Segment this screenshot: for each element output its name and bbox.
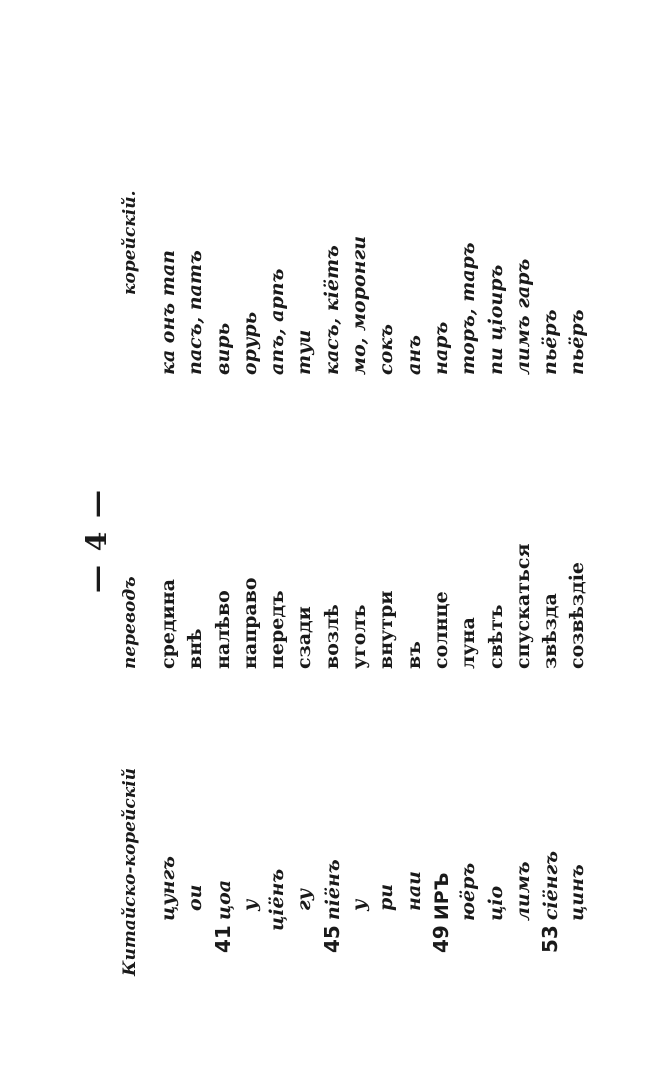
table-row <box>155 0 182 1081</box>
korean-word: пьёръ <box>566 309 589 375</box>
chinese-korean-word: сiёнгъ <box>540 850 563 921</box>
translation-word: созвѣздiе <box>566 561 589 669</box>
chinese-korean-word: цунгъ <box>157 856 179 921</box>
chinese-korean-word: у <box>238 899 261 911</box>
korean-word: туи <box>293 329 316 375</box>
chinese-korean-word: ои <box>184 884 207 911</box>
korean-word: пи цiоиръ <box>484 264 507 375</box>
chinese-korean-word: цiёнъ <box>266 868 289 931</box>
chinese-korean-entry <box>537 851 565 953</box>
table-row <box>455 0 482 1081</box>
entry-number: 53 <box>538 925 563 953</box>
chinese-korean-word: пiёнъ <box>321 859 344 921</box>
table-row <box>537 0 564 1081</box>
translation-word: звѣзда <box>539 593 562 669</box>
korean-word: пасъ, патъ <box>184 250 207 375</box>
chinese-korean-word: юёръ <box>457 862 480 921</box>
page-number: — 4 — <box>80 488 113 593</box>
table-row <box>264 0 291 1081</box>
column-header-korean: корейскій. <box>120 190 140 295</box>
translation-word: спускаться <box>511 543 534 669</box>
table-row <box>237 0 264 1081</box>
table-row <box>510 0 537 1081</box>
column-header-translation: переводъ <box>120 576 140 669</box>
chinese-korean-entry <box>319 859 347 953</box>
translation-word: передъ <box>266 590 289 669</box>
translation-word: солнце <box>429 591 452 669</box>
korean-word: касъ, кiётъ <box>320 245 343 375</box>
chinese-korean-word: цинъ <box>566 864 589 921</box>
translation-word: луна <box>457 617 480 669</box>
entry-number: 49 <box>428 925 453 953</box>
chinese-korean-word: у <box>348 899 371 911</box>
translation-word: внѣ <box>184 628 207 669</box>
table-row <box>319 0 346 1081</box>
table-row <box>346 0 373 1081</box>
translation-word: средина <box>157 579 179 669</box>
table-row <box>291 0 318 1081</box>
translation-word: внутри <box>375 590 398 669</box>
chinese-korean-word: лимъ <box>511 861 534 921</box>
chinese-korean-word: цоа <box>212 879 235 921</box>
table-row <box>401 0 428 1081</box>
table-row <box>564 0 591 1081</box>
chinese-korean-word: ри <box>375 883 398 911</box>
korean-word: мо, моронги <box>348 235 371 375</box>
chinese-korean-entry <box>210 880 238 953</box>
korean-word: апъ, арпъ <box>266 268 289 375</box>
chinese-korean-entry <box>428 872 456 953</box>
translation-word: сзади <box>293 606 316 669</box>
korean-word: анъ <box>402 335 425 375</box>
korean-word: вирь <box>211 322 234 375</box>
translation-word: свѣтъ <box>484 604 507 669</box>
korean-word: сокъ <box>375 324 398 375</box>
table-row <box>210 0 237 1081</box>
korean-word: пьёръ <box>539 309 562 375</box>
table-row <box>483 0 510 1081</box>
translation-word: въ <box>402 641 425 669</box>
translation-word: возлѣ <box>320 604 343 669</box>
korean-word: лимъ гаръ <box>511 258 534 375</box>
translation-word: уголъ <box>348 604 371 669</box>
entry-number: 45 <box>319 925 344 953</box>
chinese-korean-word: гу <box>293 888 316 911</box>
table-row <box>428 0 455 1081</box>
chinese-korean-word: цiо <box>484 885 507 921</box>
vocabulary-table <box>155 0 592 1081</box>
chinese-korean-word: наи <box>402 871 425 911</box>
korean-word: наръ <box>429 321 452 375</box>
translation-word: направо <box>238 577 261 669</box>
korean-word: ка онъ тап <box>157 250 179 375</box>
translation-word: налѣво <box>211 590 234 669</box>
column-header-chinese-korean: Китайско-корейскій <box>120 767 140 976</box>
chinese-korean-word: ИРЪ <box>430 872 453 921</box>
korean-word: орурь <box>238 311 261 375</box>
korean-word: торъ, таръ <box>457 242 480 375</box>
table-row <box>373 0 400 1081</box>
table-row <box>182 0 209 1081</box>
entry-number: 41 <box>210 925 235 953</box>
